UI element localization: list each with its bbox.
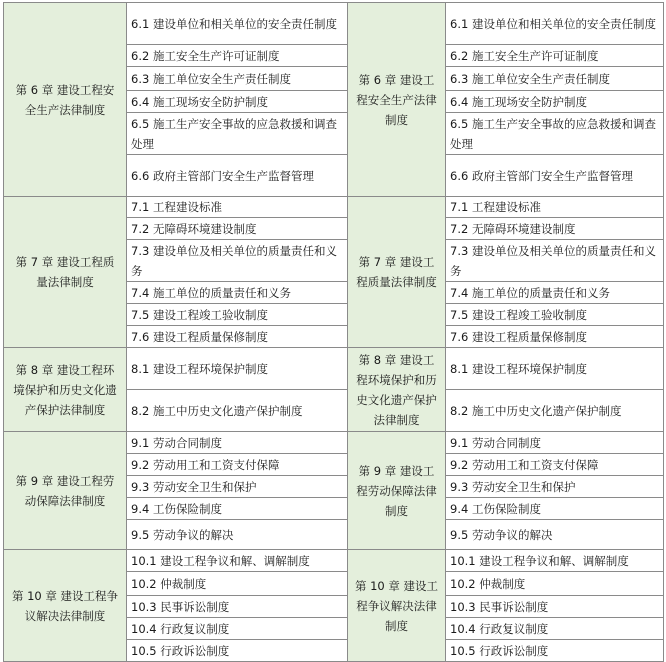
right-chapter-6: 第 6 章 建设工程安全生产法律制度 <box>348 3 446 197</box>
right-chapter-7: 第 7 章 建设工程质量法律制度 <box>348 197 446 348</box>
left-section: 10.3 民事诉讼制度 <box>127 596 348 618</box>
right-section: 7.4 施工单位的质量责任和义务 <box>446 282 664 304</box>
left-section: 7.6 建设工程质量保修制度 <box>127 326 348 348</box>
left-section: 10.2 仲裁制度 <box>127 572 348 596</box>
left-chapter-7: 第 7 章 建设工程质量法律制度 <box>4 197 127 348</box>
right-section: 9.1 劳动合同制度 <box>446 432 664 454</box>
left-section: 10.1 建设工程争议和解、调解制度 <box>127 550 348 572</box>
left-section: 9.2 劳动用工和工资支付保障 <box>127 454 348 476</box>
left-section: 6.2 施工安全生产许可证制度 <box>127 45 348 67</box>
left-section: 7.5 建设工程竣工验收制度 <box>127 304 348 326</box>
left-section: 6.4 施工现场安全防护制度 <box>127 91 348 113</box>
right-section: 6.6 政府主管部门安全生产监督管理 <box>446 155 664 197</box>
right-section: 7.1 工程建设标准 <box>446 197 664 218</box>
left-section: 7.4 施工单位的质量责任和义务 <box>127 282 348 304</box>
left-section: 10.5 行政诉讼制度 <box>127 640 348 662</box>
left-section: 10.4 行政复议制度 <box>127 618 348 640</box>
table-row <box>4 432 664 454</box>
right-section: 10.4 行政复议制度 <box>446 618 664 640</box>
right-chapter-8: 第 8 章 建设工程环境保护和历史文化遗产保护法律制度 <box>348 348 446 432</box>
table-row <box>4 550 664 572</box>
right-section: 7.5 建设工程竣工验收制度 <box>446 304 664 326</box>
table-row <box>4 3 664 45</box>
right-section: 10.2 仲裁制度 <box>446 572 664 596</box>
right-section: 7.6 建设工程质量保修制度 <box>446 326 664 348</box>
left-chapter-10: 第 10 章 建设工程争议解决法律制度 <box>4 550 127 662</box>
chapter-comparison-table <box>3 2 664 662</box>
left-section: 7.1 工程建设标准 <box>127 197 348 218</box>
left-section: 7.2 无障碍环境建设制度 <box>127 218 348 240</box>
right-section: 9.4 工伤保险制度 <box>446 498 664 520</box>
right-chapter-10: 第 10 章 建设工程争议解决法律制度 <box>348 550 446 662</box>
right-chapter-9: 第 9 章 建设工程劳动保障法律制度 <box>348 432 446 550</box>
right-section: 8.1 建设工程环境保护制度 <box>446 348 664 390</box>
left-chapter-9: 第 9 章 建设工程劳动保障法律制度 <box>4 432 127 550</box>
left-section: 6.5 施工生产安全事故的应急救援和调查处理 <box>127 113 348 155</box>
left-section: 9.1 劳动合同制度 <box>127 432 348 454</box>
table-row <box>4 348 664 390</box>
left-section: 8.2 施工中历史文化遗产保护制度 <box>127 390 348 432</box>
right-section: 9.2 劳动用工和工资支付保障 <box>446 454 664 476</box>
right-section: 6.1 建设单位和相关单位的安全责任制度 <box>446 3 664 45</box>
right-section: 9.3 劳动安全卫生和保护 <box>446 476 664 498</box>
left-section: 8.1 建设工程环境保护制度 <box>127 348 348 390</box>
left-chapter-8: 第 8 章 建设工程环境保护和历史文化遗产保护法律制度 <box>4 348 127 432</box>
left-section: 9.3 劳动安全卫生和保护 <box>127 476 348 498</box>
right-section: 7.3 建设单位及相关单位的质量责任和义务 <box>446 240 664 282</box>
left-section: 6.1 建设单位和相关单位的安全责任制度 <box>127 3 348 45</box>
left-chapter-6: 第 6 章 建设工程安全生产法律制度 <box>4 3 127 197</box>
right-section: 8.2 施工中历史文化遗产保护制度 <box>446 390 664 432</box>
right-section: 9.5 劳动争议的解决 <box>446 520 664 550</box>
right-section: 6.3 施工单位安全生产责任制度 <box>446 67 664 91</box>
left-section: 6.6 政府主管部门安全生产监督管理 <box>127 155 348 197</box>
right-section: 10.3 民事诉讼制度 <box>446 596 664 618</box>
right-section: 10.1 建设工程争议和解、调解制度 <box>446 550 664 572</box>
left-section: 9.5 劳动争议的解决 <box>127 520 348 550</box>
left-section: 7.3 建设单位及相关单位的质量责任和义务 <box>127 240 348 282</box>
left-section: 9.4 工伤保险制度 <box>127 498 348 520</box>
left-section: 6.3 施工单位安全生产责任制度 <box>127 67 348 91</box>
right-section: 10.5 行政诉讼制度 <box>446 640 664 662</box>
right-section: 7.2 无障碍环境建设制度 <box>446 218 664 240</box>
right-section: 6.5 施工生产安全事故的应急救援和调查处理 <box>446 113 664 155</box>
right-section: 6.4 施工现场安全防护制度 <box>446 91 664 113</box>
table-row <box>4 197 664 218</box>
right-section: 6.2 施工安全生产许可证制度 <box>446 45 664 67</box>
